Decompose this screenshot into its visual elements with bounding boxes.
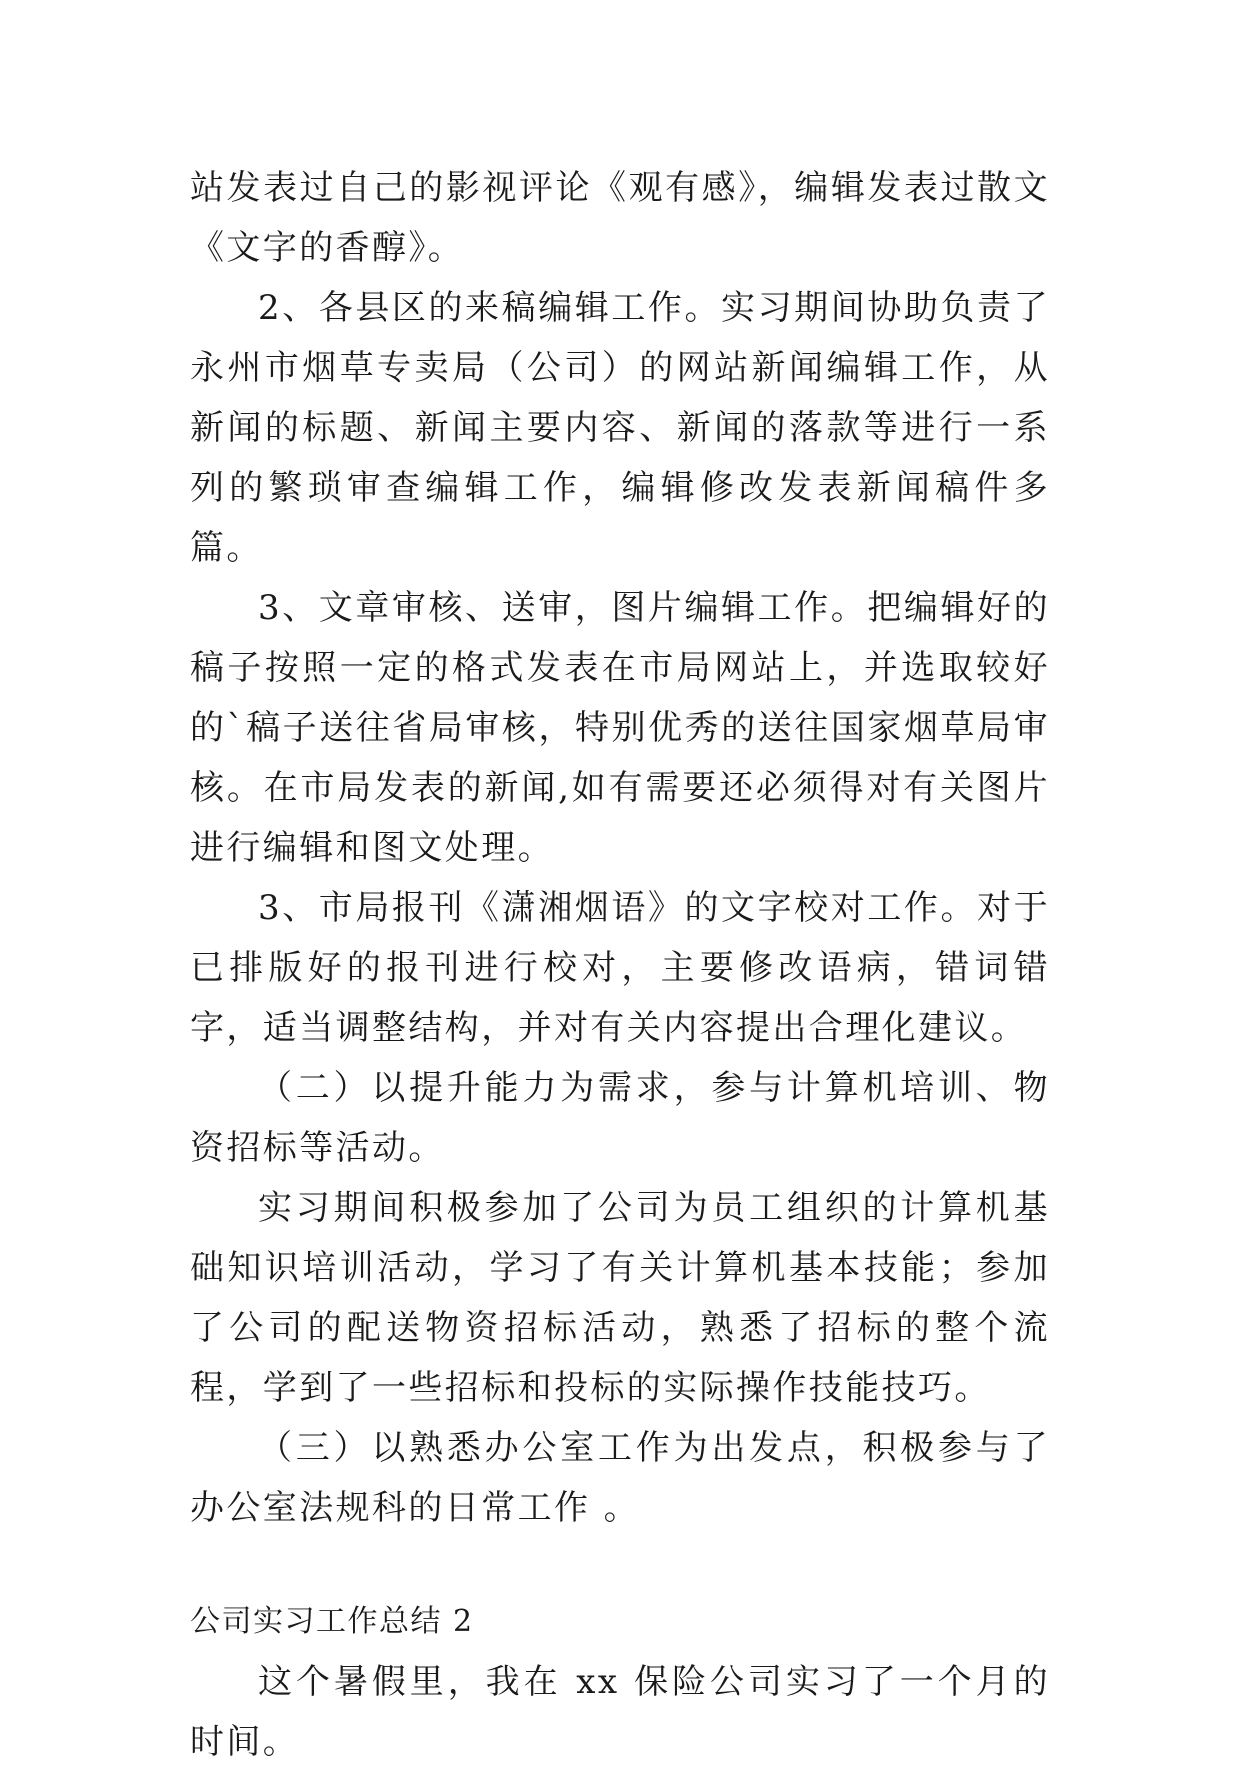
- document-body: [190, 158, 1050, 1772]
- section-spacer: [190, 1538, 1050, 1592]
- paragraph-5: （二）以提升能力为需求，参与计算机培训、物资招标等活动。: [190, 1068, 1050, 1168]
- paragraph-6: 实习期间积极参加了公司为员工组织的计算机基础知识培训活动，学习了有关计算机基本技能；参加了公司的配送物资招标活动，熟悉了招标的整个流程，学到了一些招标和投标的实际操作技能技巧。: [190, 1188, 1050, 1408]
- section-title: 公司实习工作总结 2: [190, 1604, 474, 1639]
- section-first-paragraph: 这个暑假里，我在 xx 保险公司实习了一个月的时间。: [190, 1662, 1050, 1762]
- paragraph-4: 3、市局报刊《潇湘烟语》的文字校对工作。对于已排版好的报刊进行校对，主要修改语病，错词错字，适当调整结构，并对有关内容提出合理化建议。: [190, 888, 1050, 1048]
- paragraph-2: 2、各县区的来稿编辑工作。实习期间协助负责了永州市烟草专卖局（公司）的网站新闻编辑工作，从新闻的标题、新闻主要内容、新闻的落款等进行一系列的繁琐审查编辑工作，编辑修改发表新闻稿件多篇。: [190, 288, 1050, 568]
- paragraph-1: 站发表过自己的影视评论《观有感》，编辑发表过散文《文字的香醇》。: [190, 168, 1050, 268]
- paragraph-7: （三）以熟悉办公室工作为出发点，积极参与了办公室法规科的日常工作 。: [190, 1428, 1050, 1528]
- paragraph-3: 3、文章审核、送审，图片编辑工作。把编辑好的稿子按照一定的格式发表在市局网站上，并选取较好的`稿子送往省局审核，特别优秀的送往国家烟草局审核。在市局发表的新闻,如有需要还必须得对有关图片进行编辑和图文处理。: [190, 588, 1050, 868]
